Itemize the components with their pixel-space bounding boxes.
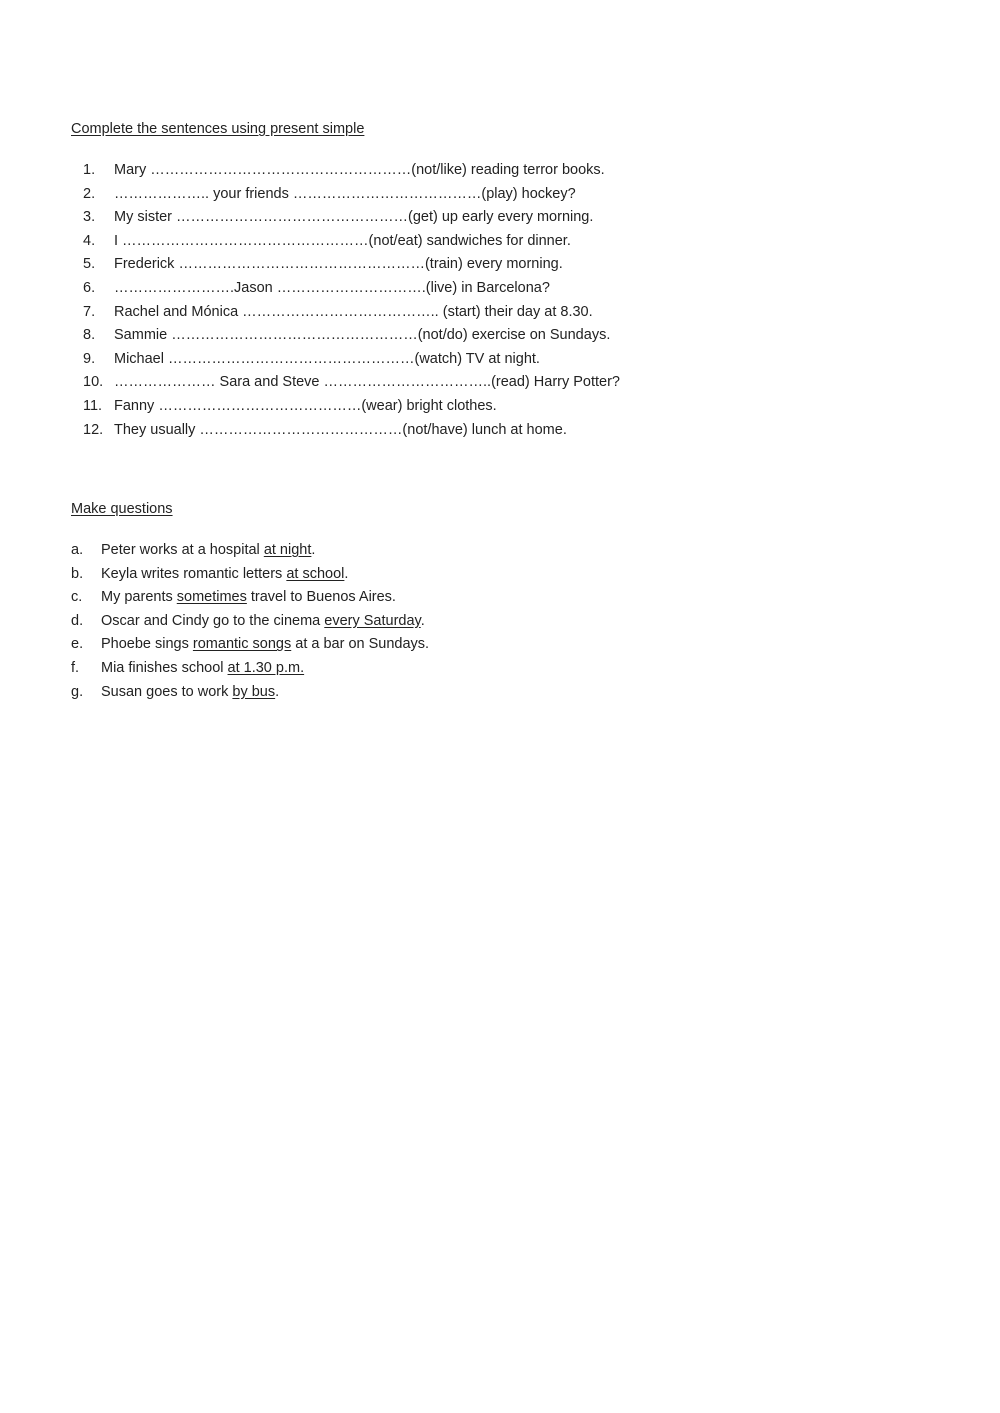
item-text: My sister …………………………………………(get) up early every morning. xyxy=(114,209,594,226)
section-heading-complete-sentences: Complete the sentences using present simple xyxy=(71,121,365,137)
underlined-phrase: at 1.30 p.m. xyxy=(227,659,305,676)
text-before: My parents xyxy=(101,589,177,606)
item-number: 4. xyxy=(83,232,96,249)
item-letter: c. xyxy=(71,589,83,606)
item-text xyxy=(101,565,348,583)
underlined-phrase: by bus xyxy=(232,683,276,700)
item-letter: d. xyxy=(71,612,84,629)
item-number: 1. xyxy=(83,162,96,178)
text-after: at a bar on Sundays. xyxy=(291,636,430,653)
item-text: Mary ………………………………………………(not/like) reading terror books. xyxy=(114,162,605,178)
item-number: 6. xyxy=(83,279,96,296)
underlined-phrase: sometimes xyxy=(176,589,247,606)
item-number: 12. xyxy=(83,421,104,438)
item-number: 9. xyxy=(83,350,96,367)
item-text xyxy=(101,588,396,606)
text-before: Keyla writes romantic letters xyxy=(101,565,287,582)
item-letter: a. xyxy=(71,542,84,558)
item-text xyxy=(101,612,425,630)
text-before: Oscar and Cindy go to the cinema xyxy=(101,612,325,629)
item-text xyxy=(101,683,279,701)
item-number: 2. xyxy=(83,185,96,202)
item-text: Frederick ……………………………………………(train) every morning. xyxy=(114,256,563,273)
item-text: ……………….. your friends …………………………………(play) hockey? xyxy=(114,185,576,202)
item-text: ………………… Sara and Steve ……………………………..(read) Harry Potter? xyxy=(114,374,620,391)
item-number: 5. xyxy=(83,256,96,273)
item-text xyxy=(101,635,429,653)
text-after: . xyxy=(275,683,280,700)
item-text: Fanny ……………………………………(wear) bright clothes. xyxy=(114,397,497,414)
text-before: Peter works at a hospital xyxy=(101,542,264,558)
item-letter: g. xyxy=(71,683,84,700)
item-text: Rachel and Mónica ………………………………….. (start) their day at 8.30. xyxy=(114,303,593,320)
text-before: Susan goes to work xyxy=(101,683,233,700)
item-text: Sammie ……………………………………………(not/do) exercise on Sundays. xyxy=(114,327,611,344)
underlined-phrase: romantic songs xyxy=(192,636,292,653)
item-letter: f. xyxy=(71,659,80,676)
item-number: 3. xyxy=(83,209,96,226)
item-number: 10. xyxy=(83,374,104,391)
item-letter: b. xyxy=(71,565,84,582)
text-after: . xyxy=(344,565,349,582)
underlined-phrase: at night xyxy=(263,542,312,558)
underlined-phrase: every Saturday xyxy=(324,612,421,629)
text-before: Phoebe sings xyxy=(101,636,193,653)
item-number: 11. xyxy=(83,397,103,414)
item-text xyxy=(101,659,304,677)
text-after: . xyxy=(311,542,316,558)
text-before: Mia finishes school xyxy=(101,659,228,676)
item-letter: e. xyxy=(71,636,84,653)
item-text: They usually ……………………………………(not/have) lunch at home. xyxy=(114,421,567,438)
section-heading-make-questions: Make questions xyxy=(71,501,173,517)
item-text: I ……………………………………………(not/eat) sandwiches for dinner. xyxy=(114,232,571,249)
item-number: 7. xyxy=(83,303,96,320)
item-text: Michael ……………………………………………(watch) TV at night. xyxy=(114,350,540,367)
item-text: …………………….Jason ………………………….(live) in Barcelona? xyxy=(114,279,550,296)
item-text xyxy=(101,541,315,559)
text-after: travel to Buenos Aires. xyxy=(246,589,396,606)
text-after: . xyxy=(420,612,425,629)
underlined-phrase: at school xyxy=(286,565,345,582)
item-number: 8. xyxy=(83,327,96,344)
